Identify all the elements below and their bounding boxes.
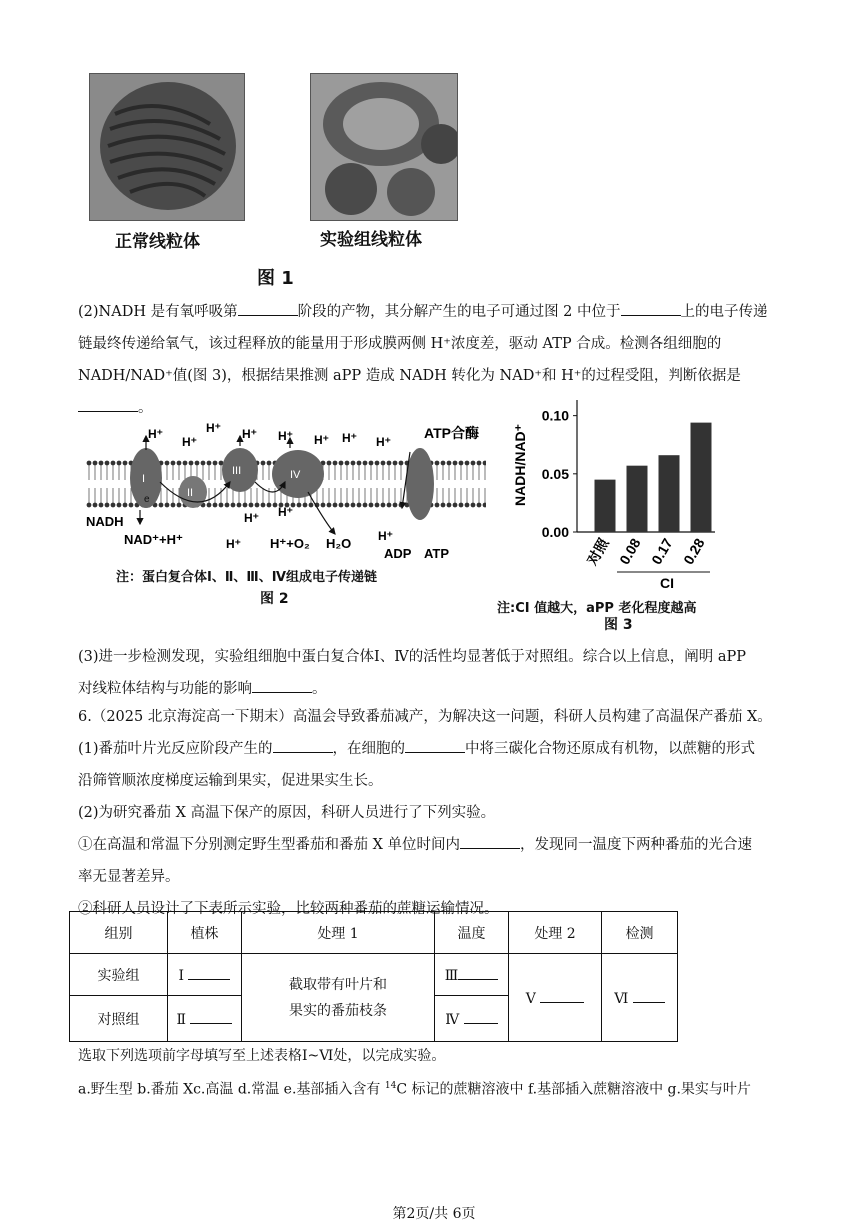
svg-text:III: III bbox=[232, 465, 242, 477]
cell-blank-2[interactable]: Ⅱ bbox=[168, 996, 242, 1042]
chart-category-label: 0.08 bbox=[616, 535, 644, 568]
nadh-ratio-chart bbox=[505, 380, 745, 600]
row-experiment-group: 实验组 bbox=[70, 954, 168, 996]
chart-category-label: 0.28 bbox=[680, 535, 708, 568]
hplus-10: H⁺ bbox=[278, 505, 293, 519]
svg-text:I: I bbox=[142, 473, 146, 485]
hplus-6: H⁺ bbox=[314, 433, 329, 447]
hplus-11: H⁺ bbox=[226, 537, 241, 551]
header-temperature: 温度 bbox=[435, 912, 509, 954]
figure2-label: 图 2 bbox=[260, 591, 289, 607]
h-o2-label: H⁺+O₂ bbox=[270, 536, 310, 551]
cell-blank-1[interactable]: Ⅰ bbox=[168, 954, 242, 996]
q6-paragraph: 6.（2025 北京海淀高一下期末）高温会导致番茄减产，为解决这一问题，科研人员构建了高温保产番茄 X。 (1)番茄叶片光反应阶段产生的 ，在细胞的 中将三碳化合物还原成有机物，以蔗糖的形式 沿筛管顺浓度梯度运输到果实，促进果实生长。 (2)为研究番茄 X 高温下保产的原因，科研人员进行了下列实验。 ①在高温和常温下分别测定野生型番茄和番茄 X 单位时间内 ，发现同一温度下两种番茄的光合速 率无显著差异。 ②科研人员设计了下表所示实验，比较两种番茄的蔗糖运输情况。 bbox=[78, 709, 772, 917]
hplus-5: H⁺ bbox=[278, 429, 293, 443]
cell-treatment-1: 截取带有叶片和 果实的番茄枝条 bbox=[242, 954, 435, 1042]
instructions: 选取下列选项前字母填写至上述表格Ⅰ~Ⅵ处，以完成实验。 a.野生型 b.番茄 Xc.高温 d.常温 e.基部插入含有 $^{14}$C 标记的蔗糖溶液中 f.基部插入蔗糖溶液中 g.果实与叶片 bbox=[78, 1048, 751, 1098]
row-control-group: 对照组 bbox=[70, 996, 168, 1042]
header-detection: 检测 bbox=[602, 912, 678, 954]
svg-text:II: II bbox=[187, 487, 194, 499]
chart-bar bbox=[627, 466, 648, 532]
chart-bar bbox=[659, 455, 680, 532]
atp-synthase-shape bbox=[406, 448, 434, 520]
figure2-note: 注：蛋白复合体Ⅰ、Ⅱ、Ⅲ、Ⅳ组成电子传递链 bbox=[116, 570, 377, 585]
chart-x-axis-label: CI bbox=[660, 575, 674, 591]
q2-paragraph: (2)NADH 是有氧呼吸第 阶段的产物，其分解产生的电子可通过图 2 中位于 上的电子传递 链最终传递给氧气，该过程释放的能量用于形成膜两侧 H⁺浓度差，驱动 ATP 合成。检测各组细胞的 NADH/NAD⁺值(图 3)，根据结果推测 aPP 造成 NADH 转化为 NAD⁺和 H⁺的过程受阻，判断依据是。 bbox=[78, 296, 790, 424]
chart-category-label: 对照 bbox=[583, 535, 612, 568]
cell-blank-5[interactable]: Ⅴ bbox=[509, 954, 602, 1042]
hplus-1: H⁺ bbox=[148, 427, 163, 441]
chart-y-tick-label: 0.05 bbox=[541, 465, 569, 482]
chart-bar bbox=[691, 423, 712, 532]
q6-blank-3[interactable] bbox=[460, 834, 520, 849]
chart-bar bbox=[595, 480, 616, 532]
q3-blank[interactable] bbox=[252, 678, 312, 693]
q2-blank-3[interactable] bbox=[78, 397, 138, 412]
hplus-7: H⁺ bbox=[342, 431, 357, 445]
svg-text:IV: IV bbox=[290, 469, 301, 481]
hplus-2: H⁺ bbox=[182, 435, 197, 449]
adp-label: ADP bbox=[384, 546, 412, 561]
nadh-label: NADH bbox=[86, 514, 124, 529]
cell-blank-6[interactable]: Ⅵ bbox=[602, 954, 678, 1042]
q2-blank-1[interactable] bbox=[238, 301, 298, 316]
q6-blank-1[interactable] bbox=[273, 738, 333, 753]
nad-h-label: NAD⁺+H⁺ bbox=[124, 532, 183, 547]
chart-category-label: 0.17 bbox=[648, 535, 676, 568]
chart-y-tick-label: 0.10 bbox=[541, 407, 569, 424]
atp-synthase-label: ATP合酶 bbox=[424, 425, 479, 441]
experiment-mitochondria-photo bbox=[310, 73, 458, 221]
normal-mitochondria-caption: 正常线粒体 bbox=[115, 232, 200, 252]
hplus-8: H⁺ bbox=[376, 435, 391, 449]
hplus-4: H⁺ bbox=[242, 427, 257, 441]
q2-blank-2[interactable] bbox=[621, 301, 681, 316]
atp-label: ATP bbox=[424, 546, 450, 561]
q6-blank-2[interactable] bbox=[405, 738, 465, 753]
experiment-table bbox=[69, 911, 678, 1042]
chart-y-axis-label: NADH/NAD⁺ bbox=[512, 423, 528, 506]
chart-y-tick-label: 0.00 bbox=[541, 524, 569, 540]
svg-text:e: e bbox=[144, 494, 150, 505]
hplus-3: H⁺ bbox=[206, 421, 221, 435]
normal-mitochondria-photo bbox=[89, 73, 245, 221]
experiment-mitochondria-caption: 实验组线粒体 bbox=[320, 230, 422, 250]
header-plant: 植株 bbox=[168, 912, 242, 954]
header-treatment-2: 处理 2 bbox=[509, 912, 602, 954]
q3-paragraph: (3)进一步检测发现，实验组细胞中蛋白复合体Ⅰ、Ⅳ的活性均显著低于对照组。综合以上信息，阐明 aPP 对线粒体结构与功能的影响 。 bbox=[78, 649, 747, 697]
cell-blank-3[interactable]: Ⅲ bbox=[435, 954, 509, 996]
header-treatment-1: 处理 1 bbox=[242, 912, 435, 954]
hplus-9: H⁺ bbox=[244, 511, 259, 525]
cell-blank-4[interactable]: Ⅳ bbox=[435, 996, 509, 1042]
figure1-label: 图 1 bbox=[257, 268, 294, 289]
figure3-label: 图 3 bbox=[604, 617, 633, 633]
figure3-note: 注:CI 值越大，aPP 老化程度越高 bbox=[497, 601, 697, 616]
page-footer: 第2页/共 6页 bbox=[392, 1206, 476, 1222]
h2o-label: H₂O bbox=[326, 536, 352, 551]
header-group: 组别 bbox=[70, 912, 168, 954]
hplus-12: H⁺ bbox=[378, 529, 393, 543]
